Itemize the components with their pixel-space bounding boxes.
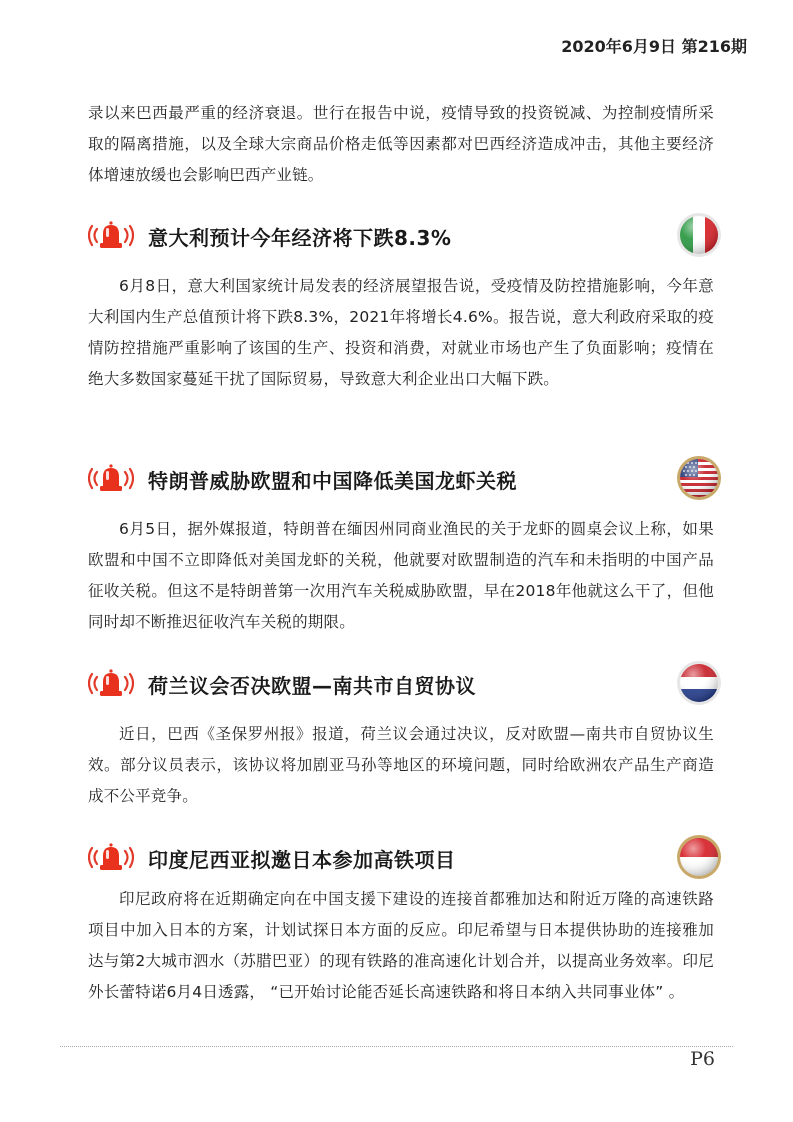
section-heading-italy (88, 212, 714, 258)
page-number: P6 (690, 1048, 715, 1070)
section-heading-usa (88, 455, 714, 501)
section-body-italy: 6月8日，意大利国家统计局发表的经济展望报告说，受疫情及防控措施影响，今年意大利国内生产总值预计将下跌8.3%，2021年将增长4.6%。报告说，意大利政府采取的疫情防控措施严重影响了该国的生产、投资和消费，对就业市场也产生了负面影响；疫情在绝大多数国家蔓延干扰了国际贸易，导致意大利企业出口大幅下跌。 (88, 277, 714, 388)
section-body-usa: 6月5日，据外媒报道，特朗普在缅因州同商业渔民的关于龙虾的圆桌会议上称，如果欧盟和中国不立即降低对美国龙虾的关税，他就要对欧盟制造的汽车和未指明的中国产品征收关税。但这不是特朗普第一次用汽车关税威胁欧盟，早在2018年他就这么干了，但他同时却不断推迟征收汽车关税的期限。 (88, 520, 714, 631)
intro-paragraph: 录以来巴西最严重的经济衰退。世行在报告中说，疫情导致的投资锐减、为控制疫情所采取的隔离措施，以及全球大宗商品价格走低等因素都对巴西经济造成冲击，其他主要经济体增速放缓也会影响巴西产业链。 (88, 104, 714, 184)
section-heading-netherlands (88, 660, 714, 706)
issue-date: 2020年6月9日 第216期 (561, 37, 747, 56)
alarm-bell-icon (88, 220, 134, 252)
section-title: 意大利预计今年经济将下跌8.3% (148, 226, 452, 250)
alarm-bell-icon (88, 668, 134, 700)
alarm-bell-icon (88, 463, 134, 495)
section-body-netherlands: 近日，巴西《圣保罗州报》报道，荷兰议会通过决议，反对欧盟—南共市自贸协议生效。部分议员表示，该协议将加剧亚马孙等地区的环境问题，同时给欧洲农产品生产商造成不公平竞争。 (88, 725, 714, 805)
section-body-indonesia: 印尼政府将在近期确定向在中国支援下建设的连接首都雅加达和附近万隆的高速铁路项目中加入日本的方案，计划试探日本方面的反应。印尼希望与日本提供协助的连接雅加达与第2大城市泗水（苏腊巴亚）的现有铁路的准高速化计划合并，以提高业务效率。印尼外长蕾特诺6月4日透露， “已开始讨论能否延长高速铁路和将日本纳入共同事业体” 。 (88, 890, 714, 1001)
section-title: 荷兰议会否决欧盟—南共市自贸协议 (148, 674, 476, 698)
netherlands-flag-icon (676, 660, 722, 706)
italy-flag-icon (676, 212, 722, 258)
usa-flag-icon (676, 455, 722, 501)
indonesia-flag-icon (676, 834, 722, 880)
footer-divider (60, 1046, 733, 1047)
section-heading-indonesia (88, 834, 714, 880)
section-title: 特朗普威胁欧盟和中国降低美国龙虾关税 (148, 469, 517, 493)
alarm-bell-icon (88, 842, 134, 874)
section-title: 印度尼西亚拟邀日本参加高铁项目 (148, 848, 456, 872)
